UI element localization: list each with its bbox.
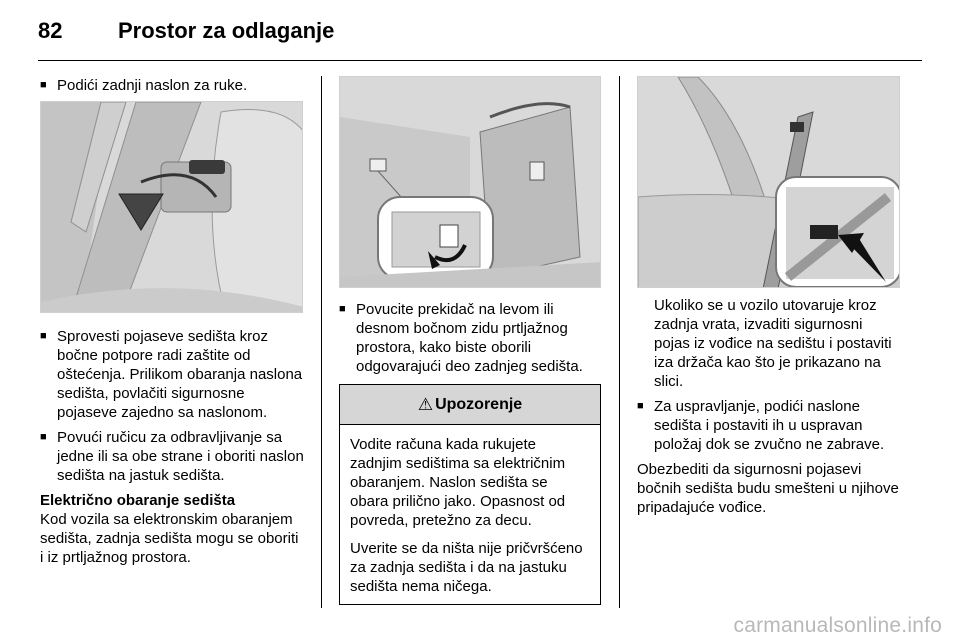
paragraph-belt-guides: Obezbediti da sigurnosni pojasevi bočnih sedišta budu smešteni u njihove pripadajuće vođice. — [637, 461, 899, 516]
column-divider-left — [321, 76, 322, 608]
illustration-belt-guide — [638, 77, 900, 288]
column-divider-right — [619, 76, 620, 608]
instruction-route-belts: ■ Sprovesti pojaseve sedišta kroz bočne potpore radi zaštite od oštećenja. Prilikom obaranja naslona sedišta, povlačiti sigurnosne pojaseve zajedno sa naslonom. — [40, 327, 305, 422]
warning-header — [340, 385, 600, 425]
instruction-pull-switch: ■ Povucite prekidač na levom ili desnom bočnom zidu prtljažnog prostora, kako biste oborili odgovarajući deo zadnjeg sedišta. — [339, 300, 601, 376]
illustration-trunk-switch — [340, 77, 601, 288]
warning-title: Upozorenje — [435, 396, 523, 413]
subheading-electric-folding: Električno obaranje sedišta — [40, 492, 236, 509]
page-title: Prostor za odlaganje — [118, 18, 335, 43]
paragraph-belt-loading: Ukoliko se u vozilo utovaruje kroz zadnja vrata, izvaditi sigurnosni pojas iz vođice na sedištu i postaviti iza držača kao što je prikazano na slici. — [654, 297, 892, 390]
warning-paragraph-2: Uverite se da ništa nije pričvršćeno za zadnja sedišta i da na jastuku sedišta nema ničega. — [350, 540, 583, 595]
figure-cargo-switch — [339, 76, 601, 288]
watermark: carmanualsonline.info — [733, 614, 942, 637]
figure-armrest-lever — [40, 101, 303, 313]
page-number: 82 — [38, 18, 63, 43]
instruction-pull-lever: ■ Povući ručicu za odbravljivanje sa jedne ili sa obe strane i oboriti naslon sedišta na jastuk sedišta. — [40, 428, 305, 485]
warning-box — [339, 384, 601, 605]
warning-body — [340, 425, 600, 604]
page-header — [38, 18, 922, 52]
warning-paragraph-1: Vodite računa kada rukujete zadnjim sedištima sa električnim obaranjem. Naslon sedišta se obara prilično jako. Opasnost od povreda, pretežno za decu. — [350, 436, 566, 529]
paragraph-electric-folding: Kod vozila sa elektronskim obaranjem sedišta, zadnja sedišta mogu se oboriti i iz prtljažnog prostora. — [40, 511, 299, 566]
instruction-raise-armrest: ■ Podići zadnji naslon za ruke. — [40, 76, 305, 95]
column-3 — [637, 76, 902, 523]
instruction-raise-backrests: ■ Za uspravljanje, podići naslone sedišta i postaviti ih u uspravan položaj dok se zvučno ne zabrave. — [637, 397, 902, 454]
figure-belt-holder — [637, 76, 900, 288]
illustration-seat-release — [41, 102, 303, 313]
header-divider — [38, 60, 922, 61]
column-1 — [40, 76, 305, 573]
warning-triangle-icon: ⚠ — [417, 395, 434, 414]
column-2 — [339, 76, 601, 605]
